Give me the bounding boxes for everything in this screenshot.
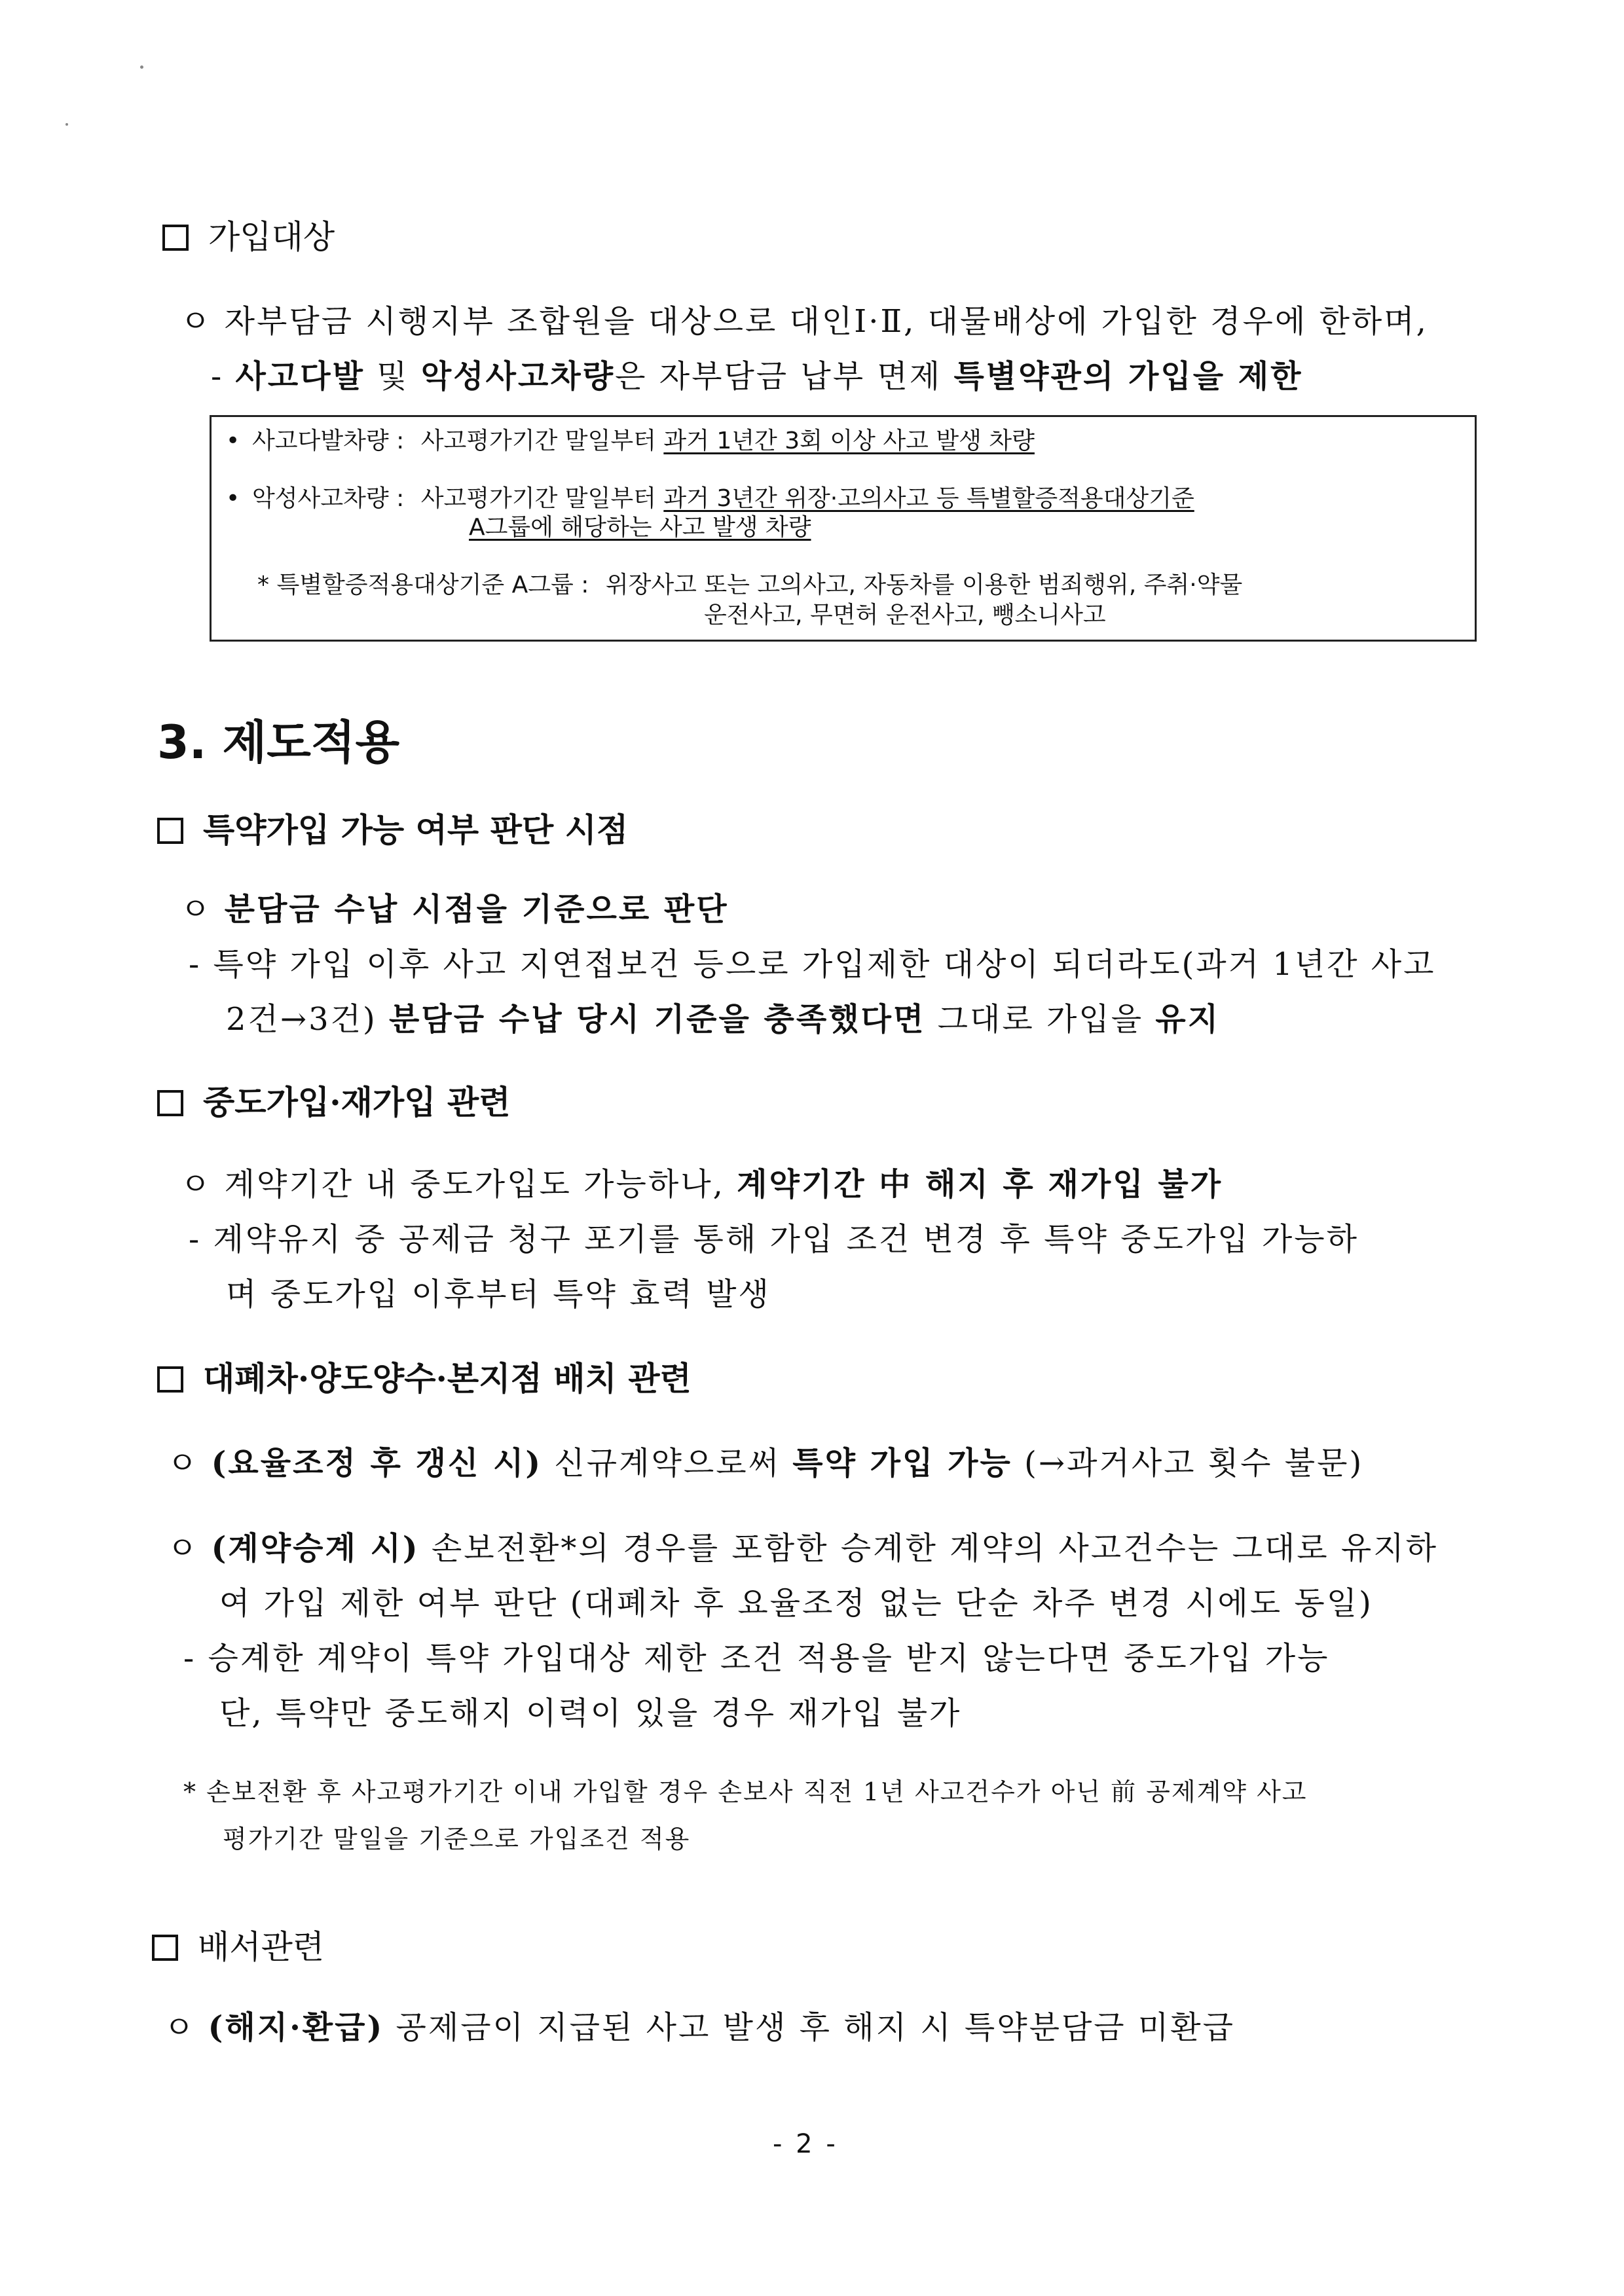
bullet-item: ㅇ (해지·환급) 공제금이 지급된 사고 발생 후 해지 시 특약분담금 미환급	[164, 2009, 1236, 2046]
section-heading-midterm: 중도가입·재가입 관련	[157, 1076, 511, 1123]
dash-item: - 계약유지 중 공제금 청구 포기를 통해 가입 조건 변경 후 특약 중도가입 가능하	[189, 1221, 1359, 1258]
chapter-title: 3. 제도적용	[157, 716, 400, 769]
bullet-item: ㅇ 계약기간 내 중도가입도 가능하나, 계약기간 中 해지 후 재가입 불가	[180, 1166, 1223, 1203]
bullet-marker: ㅇ	[180, 891, 213, 928]
dash-item: - 사고다발 및 악성사고차량은 자부담금 납부 면제 특별약관의 가입을 제한	[211, 358, 1303, 395]
bullet-item-cont: 여 가입 제한 여부 판단 (대폐차 후 요율조정 없는 단순 차주 변경 시에도 동일)	[219, 1585, 1373, 1622]
bullet-marker: ㅇ	[180, 303, 213, 340]
dash-item-cont: 2건→3건) 분담금 수납 당시 기준을 충족했다면 그대로 가입을 유지	[226, 1001, 1221, 1038]
bullet-marker: ㅇ	[167, 1445, 200, 1482]
box-row-malicious-cont: A그룹에 해당하는 사고 발생 차량	[469, 514, 811, 541]
dash-item: - 특약 가입 이후 사고 지연접보건 등으로 가입제한 대상이 되더라도(과거 1년간 사고	[189, 946, 1436, 983]
bullet-item: ㅇ (요율조정 후 갱신 시) 신규계약으로써 특약 가입 가능 (→과거사고 횟수 불문)	[167, 1445, 1364, 1482]
dash-item: - 승계한 계약이 특약 가입대상 제한 조건 적용을 받지 않는다면 중도가입 가능	[183, 1640, 1330, 1677]
box-row-group-a-cont: 운전사고, 무면허 운전사고, 뺑소니사고	[704, 602, 1106, 629]
section-heading-timing: 특약가입 가능 여부 판단 시점	[157, 804, 628, 851]
bullet-marker: ㅇ	[180, 1166, 213, 1203]
checkbox-square-icon	[157, 818, 183, 844]
scan-speck	[140, 65, 143, 69]
bullet-item: ㅇ 분담금 수납 시점을 기준으로 판단	[180, 891, 729, 928]
bullet-item: ㅇ (계약승계 시) 손보전환*의 경우를 포함한 승계한 계약의 사고건수는 그대로 유지하	[167, 1530, 1438, 1567]
scan-speck	[65, 123, 68, 126]
dash-item-cont: 단, 특약만 중도해지 이력이 있을 경우 재가입 불가	[219, 1695, 962, 1732]
checkbox-square-icon	[162, 225, 189, 251]
section-heading-replace: 대폐차·양도양수·본지점 배치 관련	[157, 1353, 692, 1400]
dash-item-cont: 며 중도가입 이후부터 특약 효력 발생	[226, 1276, 771, 1313]
bullet-marker: ㅇ	[164, 2009, 196, 2046]
footnote-cont: 평가기간 말일을 기준으로 가입조건 적용	[223, 1825, 691, 1853]
box-row-malicious: • 악성사고차량 : 사고평가기간 말일부터 과거 3년간 위장·고의사고 등 특별할증적용대상기준	[226, 485, 1194, 512]
bullet-item: ㅇ 자부담금 시행지부 조합원을 대상으로 대인Ⅰ·Ⅱ, 대물배상에 가입한 경우에 한하며,	[180, 303, 1428, 340]
box-row-group-a: * 특별할증적용대상기준 A그룹 : 위장사고 또는 고의사고, 자동차를 이용한 범죄행위, 주취·약물	[257, 572, 1243, 598]
section-heading-endorse: 배서관련	[152, 1921, 324, 1968]
footnote: * 손보전환 후 사고평가기간 이내 가입할 경우 손보사 직전 1년 사고건수가 아닌 前 공제계약 사고	[183, 1777, 1308, 1806]
box-row-accident-prone: • 사고다발차량 : 사고평가기간 말일부터 과거 1년간 3회 이상 사고 발생 차량	[226, 428, 1035, 454]
checkbox-square-icon	[157, 1090, 183, 1116]
definition-box	[210, 415, 1477, 642]
checkbox-square-icon	[152, 1935, 178, 1961]
section-heading-enroll-target: 가입대상	[162, 211, 335, 258]
checkbox-square-icon	[157, 1366, 183, 1393]
bullet-marker: ㅇ	[167, 1530, 200, 1567]
page-number: - 2 -	[773, 2129, 838, 2159]
